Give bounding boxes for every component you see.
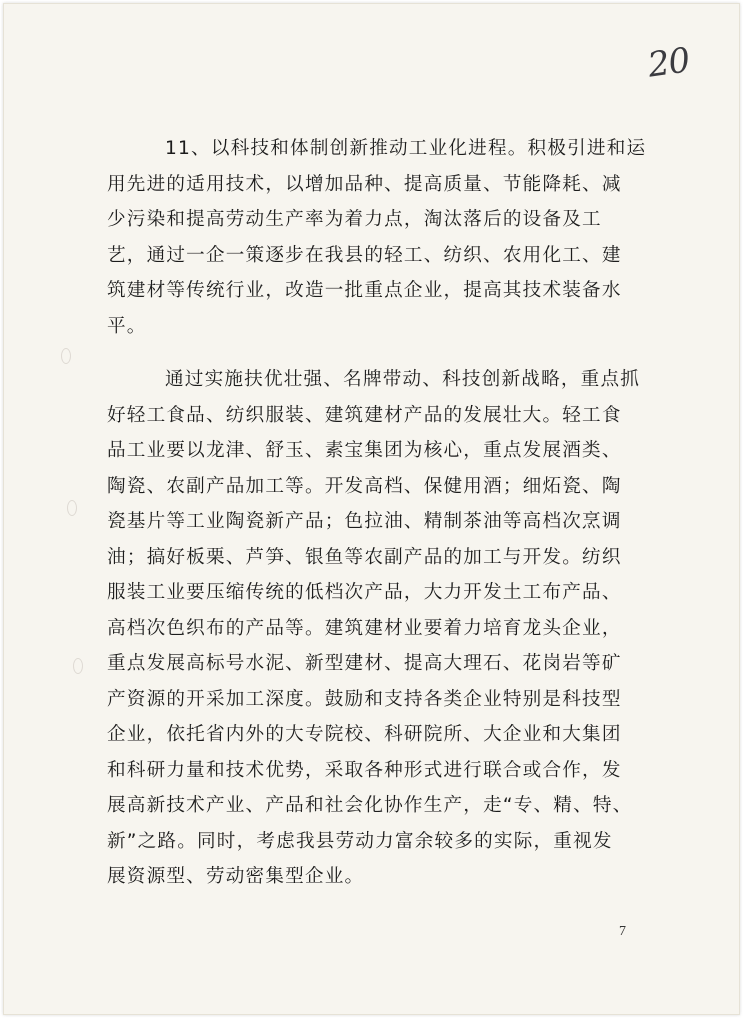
- text-line: 重点发展高标号水泥、新型建材、提高大理石、花岗岩等矿: [107, 653, 622, 674]
- text-line: 服装工业要压缩传统的低档次产品，大力开发土工布产品、: [107, 582, 622, 603]
- document-page: [3, 3, 740, 1015]
- page-number: 7: [619, 924, 626, 939]
- text-line: 艺，通过一企一策逐步在我县的轻工、纺织、农用化工、建: [107, 244, 622, 266]
- text-line: 企业，依托省内外的大专院校、科研院所、大企业和大集团: [107, 724, 622, 745]
- text-line: 和科研力量和技术优势，采取各种形式进行联合或合作，发: [107, 759, 622, 781]
- text-line: 品工业要以龙津、舒玉、素宝集团为核心，重点发展酒类、: [107, 440, 622, 461]
- text-line: 用先进的适用技术，以增加品种、提高质量、节能降耗、减: [107, 173, 622, 195]
- text-line: 油；搞好板栗、芦笋、银鱼等农副产品的加工与开发。纺织: [107, 546, 622, 568]
- text-line: 展资源型、劳动密集型企业。: [107, 866, 365, 887]
- paper-speck: [67, 500, 77, 516]
- text-line: 陶瓷、农副产品加工等。开发高档、保健用酒；细炻瓷、陶: [107, 475, 622, 497]
- text-line: 新”之路。同时，考虑我县劳动力富余较多的实际，重视发: [107, 830, 613, 852]
- text-line: 展高新技术产业、产品和社会化协作生产，走“专、精、特、: [107, 795, 633, 816]
- text-line: 好轻工食品、纺织服装、建筑建材产品的发展壮大。轻工食: [107, 404, 622, 426]
- text-line: 11、以科技和体制创新推动工业化进程。积极引进和运: [165, 138, 647, 159]
- text-line: 产资源的开采加工深度。鼓励和支持各类企业特别是科技型: [107, 688, 622, 710]
- handwritten-page-number: 20: [645, 40, 692, 86]
- paragraph-gap: [107, 344, 647, 362]
- text-line: 筑建材等传统行业，改造一批重点企业，提高其技术装备水: [107, 280, 622, 301]
- paragraph-1: [107, 131, 647, 344]
- text-line: 高档次色织布的产品等。建筑建材业要着力培育龙头企业，: [107, 617, 622, 639]
- text-line: 平。: [107, 315, 147, 337]
- body-text: [107, 131, 647, 895]
- paper-speck: [73, 658, 83, 674]
- paragraph-2: [107, 362, 647, 895]
- text-line: 瓷基片等工业陶瓷新产品；色拉油、精制茶油等高档次烹调: [107, 511, 622, 532]
- paper-speck: [61, 348, 71, 364]
- text-line: 少污染和提高劳动生产率为着力点，淘汰落后的设备及工: [107, 209, 602, 230]
- text-line: 通过实施扶优壮强、名牌带动、科技创新战略，重点抓: [165, 369, 641, 390]
